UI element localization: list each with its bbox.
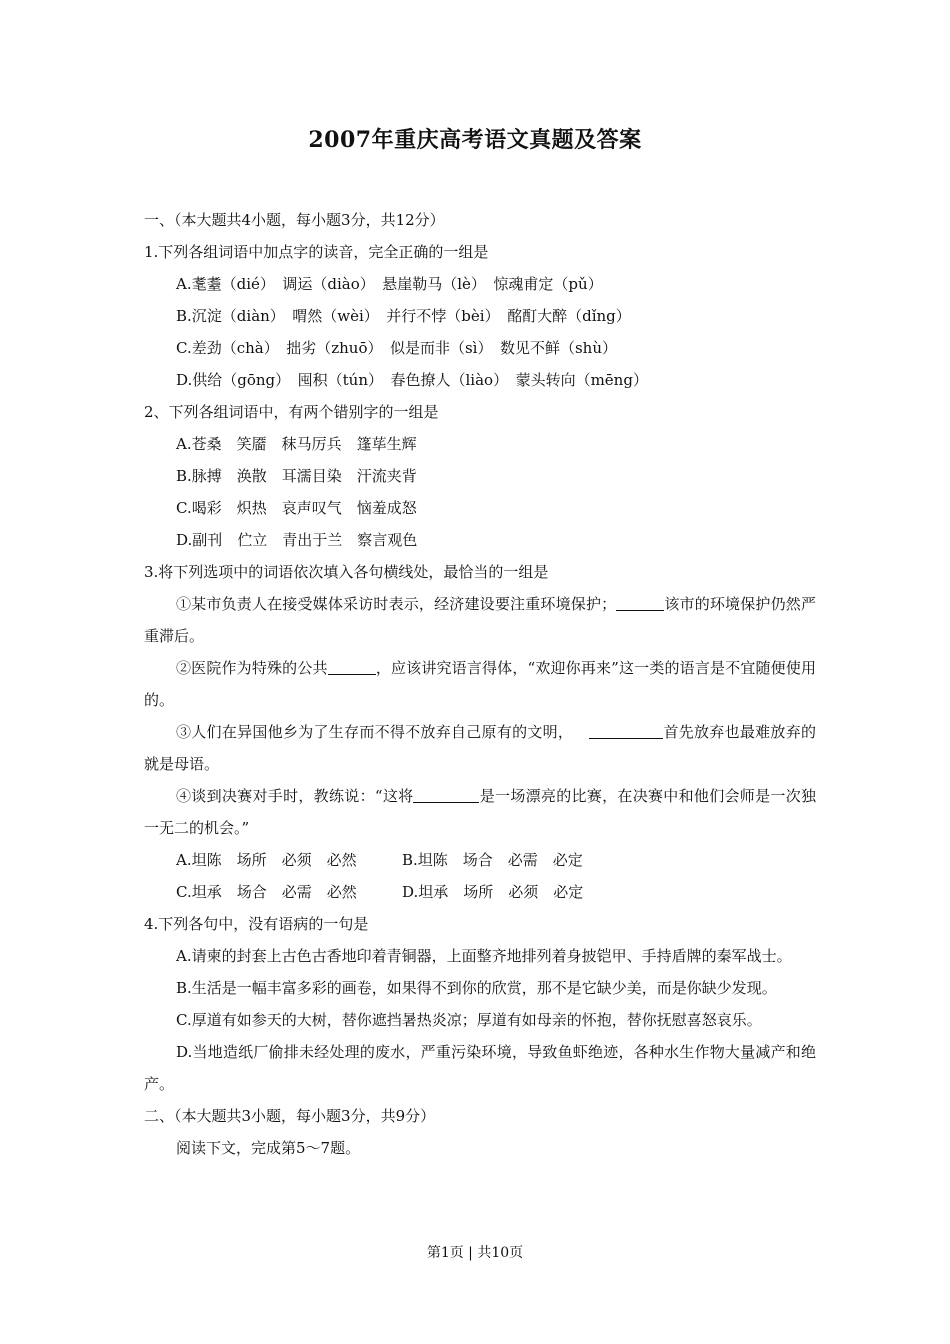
question-3-stem: 3.将下列选项中的词语依次填入各句横线处，最恰当的一组是 <box>144 563 549 581</box>
question-1-option-d: D.供给（gōng） 囤积（tún） 春色撩人（liào） 蒙头转向（mēng） <box>176 371 648 389</box>
section-1-heading: 一、（本大题共4小题，每小题3分，共12分） <box>144 211 445 229</box>
question-4-stem: 4.下列各句中，没有语病的一句是 <box>144 915 369 933</box>
question-3-sentence-4: ④谈到决赛对手时，教练说：“这将 是一场漂亮的比赛，在决赛中和他们会师是一次独一无二的机会。” <box>144 780 816 844</box>
question-3-options-ab <box>144 844 816 876</box>
question-4-option-b: B.生活是一幅丰富多彩的画卷，如果得不到你的欣赏，那不是它缺少美，而是你缺少发现。 <box>176 979 777 997</box>
exam-content <box>144 204 816 1164</box>
question-2-option-d: D.副刊 伫立 青出于兰 察言观色 <box>176 531 418 549</box>
fill-blank <box>616 592 664 611</box>
question-3-sentence-2: ②医院作为特殊的公共 ，应该讲究语言得体，“欢迎你再来”这一类的语言是不宜随便使用的。 <box>144 652 816 716</box>
question-2-stem: 2、下列各组词语中，有两个错别字的一组是 <box>144 403 439 421</box>
question-4-option-a: A.请柬的封套上古色古香地印着青铜器，上面整齐地排列着身披铠甲、手持盾牌的秦军战士。 <box>176 947 792 965</box>
question-3-options-cd <box>144 876 816 908</box>
question-1-option-b: B.沉淀（diàn） 喟然（wèi） 并行不悖（bèi） 酩酊大醉（dǐng） <box>176 307 631 325</box>
question-3-sentence-3: ③人们在异国他乡为了生存而不得不放弃自己原有的文明， 首先放弃也最难放弃的就是母语。 <box>144 716 816 780</box>
question-3-option-d: D.坦承 场所 必须 必定 <box>402 883 584 901</box>
question-3-sentence-1: ①某市负责人在接受媒体采访时表示，经济建设要注重环境保护； 该市的环境保护仍然严重滞后。 <box>144 588 816 652</box>
question-4-option-c: C.厚道有如参天的大树，替你遮挡暑热炎凉；厚道有如母亲的怀抱，替你抚慰喜怒哀乐。 <box>176 1011 762 1029</box>
question-3-option-b: B.坦陈 场合 必需 必定 <box>402 851 583 869</box>
question-2-option-c: C.喝彩 炽热 哀声叹气 恼羞成怒 <box>176 499 417 517</box>
fill-blank <box>413 784 479 803</box>
fill-blank <box>589 720 663 739</box>
question-1-stem: 1.下列各组词语中加点字的读音，完全正确的一组是 <box>144 243 489 261</box>
question-1-option-c: C.差劲（chà） 拙劣（zhuō） 似是而非（sì） 数见不鲜（shù） <box>176 339 617 357</box>
question-2-option-a: A.苍桑 笑靥 秣马厉兵 篷荜生辉 <box>176 435 417 453</box>
reading-instruction: 阅读下文，完成第5～7题。 <box>176 1139 361 1157</box>
fill-blank <box>328 656 376 675</box>
page-footer: 第1页 | 共10页 <box>426 1245 524 1261</box>
question-2-option-b: B.脉搏 涣散 耳濡目染 汗流夹背 <box>176 467 417 485</box>
question-3-option-c: C.坦承 场合 必需 必然 <box>176 883 357 901</box>
question-1-option-a: A.耄耋（dié） 调运（diào） 悬崖勒马（lè） 惊魂甫定（pǔ） <box>176 275 603 293</box>
section-2-heading: 二、（本大题共3小题，每小题3分，共9分） <box>144 1107 436 1125</box>
question-3-option-a: A.坦陈 场所 必须 必然 <box>176 851 357 869</box>
question-4-option-d: D.当地造纸厂偷排未经处理的废水，严重污染环境，导致鱼虾绝迹，各种水生作物大量减产和绝产。 <box>144 1043 816 1093</box>
page-title: 2007年重庆高考语文真题及答案 <box>308 127 642 153</box>
